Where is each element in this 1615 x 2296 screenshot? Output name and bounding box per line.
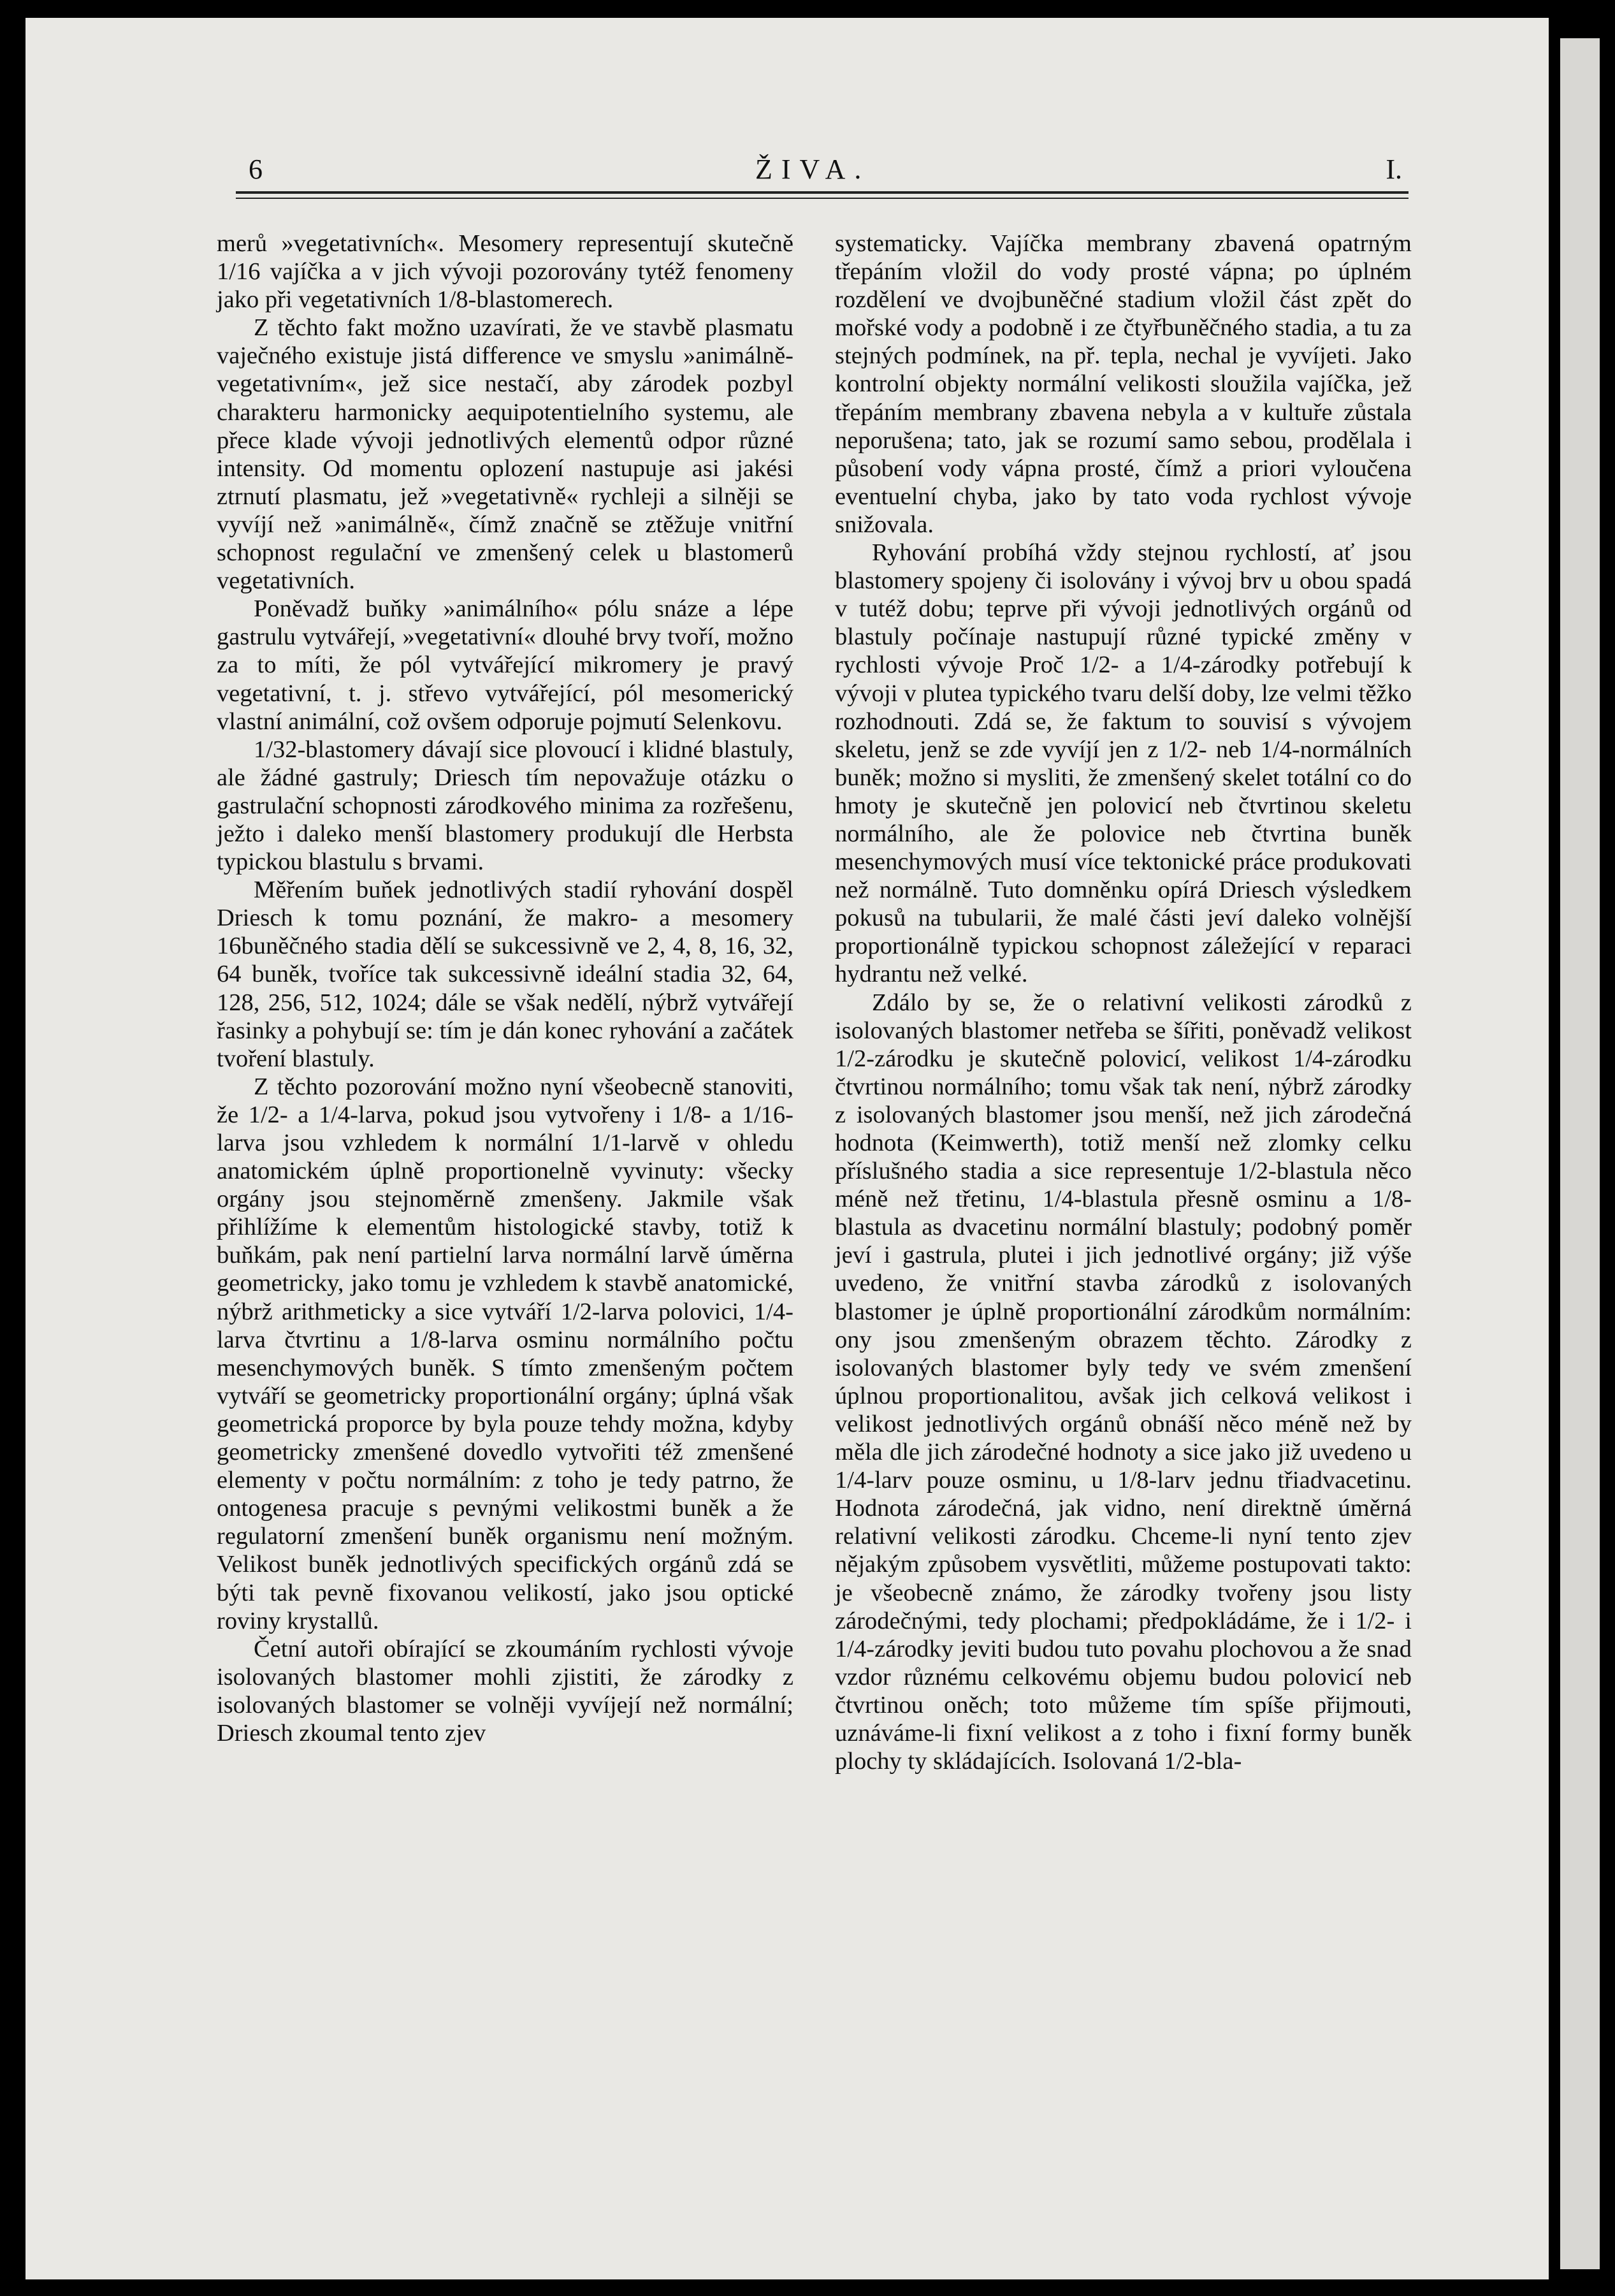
journal-title: ŽIVA.	[755, 154, 871, 185]
volume-number: I.	[1386, 154, 1402, 185]
paragraph: Z těchto fakt možno uzavírati, že ve stavbě plasmatu vaječného existuje jistá difference ve smyslu »animálně-vegetativním«, jež sice nestačí, aby zárodek pozbyl charakteru harmonicky aequipotentielního systemu, ale přece klade vývoji jednotlivých elementů odpor různé intensity. Od momentu oplození nastupuje asi jakési ztrnutí plasmatu, jež »vegetativně« rychleji a silněji se vyvíjí než »animálně«, čímž značně se ztěžuje vnitřní schopnost regulační ve zmenšený celek u blastomerů vegetativních.	[217, 314, 793, 595]
right-column	[835, 229, 1412, 1775]
paragraph: systematicky. Vajíčka membrany zbavená opatrným třepáním vložil do vody prosté vápna; po úplném rozdělení ve dvojbuněčné stadium vložil část zpět do mořské vody a podobně i ze čtyřbuněčného stadia, a tu za stejných podmínek, na př. tepla, nechal je vyvíjeti. Jako kontrolní objekty normální velikosti sloužila vajíčka, jež třepáním membrany zbavena nebyla a v kultuře zůstala neporušena; tato, jak se rozumí samo sebou, prodělala i působení vody vápna prosté, čímž a priori vyloučena eventuelní chyba, jako by tato voda rychlost vývoje snižovala.	[835, 230, 1412, 538]
header-rule-top	[236, 191, 1409, 194]
paragraph: Ryhování probíhá vždy stejnou rychlostí, ať jsou blastomery spojeny či isolovány i vývoj brv u obou spadá v tutéž dobu; teprve při vývoji jednotlivých orgánů od blastuly počínaje nastupují různé typické změny v rychlosti vývoje Proč 1/2- a 1/4-zárodky potřebují k vývoji v plutea typického tvaru delší doby, lze velmi těžko rozhodnouti. Zdá se, že faktum to souvisí s vývojem skeletu, jenž se zde vyvíjí jen z 1/2- neb 1/4-normálních buněk; možno si mysliti, že zmenšený skelet totální co do hmoty je skutečně jen polovicí neb čtvrtinou skeletu normálního, ale že polovice neb čtvrtina buněk mesenchymových musí více tektonické práce produkovati než normálně. Tuto domněnku opírá Driesch výsledkem pokusů na tubularii, že malé části jeví daleko volnější proportionálně typickou schopnost záležející v reparaci hydrantu než velké.	[835, 539, 1412, 988]
paragraph: Měřením buňek jednotlivých stadií ryhování dospěl Driesch k tomu poznání, že makro- a mesomery 16buněčného stadia dělí se sukcessivně ve 2, 4, 8, 16, 32, 64 buněk, tvoříce tak sukcessivně ideální stadia 32, 64, 128, 256, 512, 1024; dále se však nedělí, nýbrž vytvářejí řasinky a pohybují se: tím je dán konec ryhování a začátek tvoření blastuly.	[217, 876, 793, 1072]
paragraph: 1/32-blastomery dávají sice plovoucí i klidné blastuly, ale žádné gastruly; Driesch tím nepovažuje otázku o gastrulační schopnosti zárodkového minima za rozřešenu, ježto i daleko menší blastomery produkují dle Herbsta typickou blastulu s brvami.	[217, 736, 793, 876]
paragraph: Z těchto pozorování možno nyní všeobecně stanoviti, že 1/2- a 1/4-larva, pokud jsou vytvořeny i 1/8- a 1/16-larva jsou vzhledem k normální 1/1-larvě v ohledu anatomickém úplně proportionelně vyvinuty: všecky orgány jsou stejnoměrně zmenšeny. Jakmile však přihlížíme k elementům histologické stavby, totiž k buňkám, pak není partielní larva normální larvě úměrna geometricky, jako tomu je vzhledem k stavbě anatomické, nýbrž arithmeticky a sice vytváří 1/2-larva polovici, 1/4-larva čtvrtinu a 1/8-larva osminu normálního počtu mesenchymových buněk. S tímto zmenšeným počtem vytváří se geometricky proportionální orgány; úplná však geometrická proporce by byla pouze tehdy možna, kdyby geometricky zmenšené dovedlo vytvořiti též zmenšené elementy v počtu normálním: z toho je tedy patrno, že ontogenesa pracuje s pevnými velikostmi buněk a že regulatorní zmenšení buněk organismu není možným. Velikost buněk jednotlivých specifických orgánů zdá se býti tak pevně fixovanou velikostí, jako jsou optické roviny krystallů.	[217, 1073, 793, 1634]
paragraph: Četní autoři obírající se zkoumáním rychlosti vývoje isolovaných blastomer mohli zjistiti, že zárodky z isolovaných blastomer se volněji vyvíjejí než normální; Driesch zkoumal tento zjev	[217, 1635, 793, 1747]
paragraph: merů »vegetativních«. Mesomery representují skutečně 1/16 vajíčka a v jich vývoji pozorovány tytéž fenomeny jako při vegetativních 1/8-blastomerech.	[217, 230, 793, 314]
adjacent-page-edge	[1560, 38, 1600, 2269]
paragraph: Poněvadž buňky »animálního« pólu snáze a lépe gastrulu vytvářejí, »vegetativní« dlouhé brvy tvoří, možno za to míti, že pól vytvářející mikromery je pravý vegetativní, t. j. střevo vytvářející, pól mesomerický vlastní animální, což ovšem odporuje pojmutí Selenkovu.	[217, 595, 793, 735]
page-number: 6	[249, 154, 263, 185]
left-column	[217, 229, 793, 1747]
paragraph: Zdálo by se, že o relativní velikosti zárodků z isolovaných blastomer netřeba se šířiti, poněvadž velikost 1/2-zárodku je skutečně polovicí, velikost 1/4-zárodku čtvrtinou normálního; tomu však tak není, nýbrž zárodky z isolovaných blastomer jsou menší, než jich zárodečná hodnota (Keimwerth), totiž menší než zlomky celku příslušného stadia a sice representuje 1/2-blastula něco méně než třetinu, 1/4-blastula přesně osminu a 1/8-blastula as dvacetinu normální blastuly; podobný poměr jeví i gastrula, plutei i jich jednotlivé orgány; již výše uvedeno, že vnitřní stavba zárodků z isolovaných blastomer je úplně proportionální zárodkům normálním: ony jsou zmenšeným obrazem těchto. Zárodky z isolovaných blastomer byly tedy ve svém zmenšení úplnou proportionalitou, avšak jich celková velikost i velikost jednotlivých orgánů obnáší něco méně než by měla dle jich zárodečné hodnoty a sice jako již uvedeno u 1/4-larv pouze osminu, u 1/8-larv jednu třiadvacetinu. Hodnota zárodečná, jak vidno, není direktně úměrná relativní velikosti zárodku. Chceme-li nyní tento zjev nějakým způsobem vysvětliti, můžeme postupovati takto: je všeobecně známo, že zárodky tvořeny jsou listy zárodečnými, tedy plochami; předpokládáme, že i 1/2- i 1/4-zárodky jeviti budou tuto povahu plochovou a že snad vzdor různému celkovému objemu budou polovicí neb čtvrtinou oněch; toto můžeme tím spíše přijmouti, uznáváme-li fixní velikost a z toho i fixní formy buněk plochy ty skládajících. Isolovaná 1/2-bla-	[835, 989, 1412, 1775]
header-rule-bottom	[236, 198, 1409, 199]
